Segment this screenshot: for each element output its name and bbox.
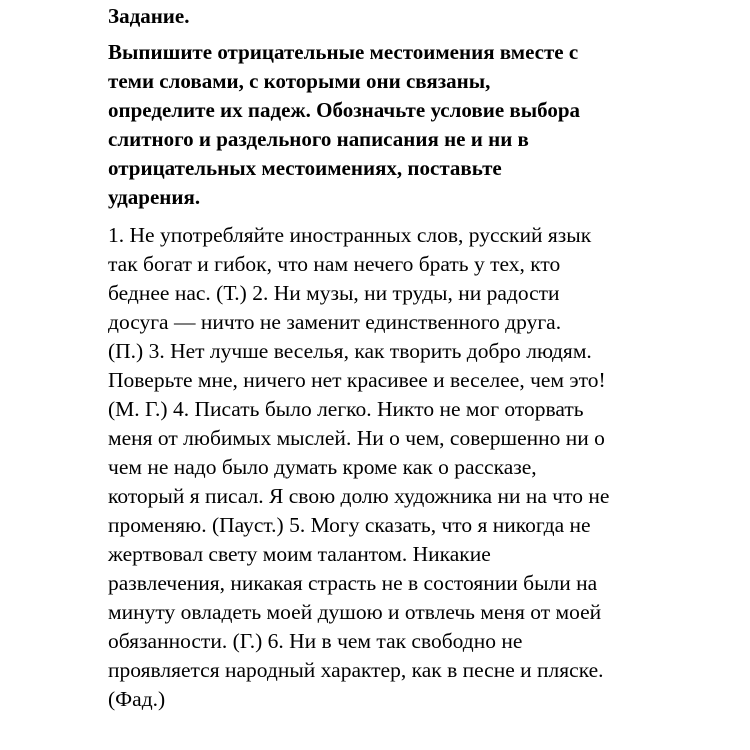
instruction-line: отрицательных местоимениях, поставьте	[108, 156, 502, 180]
text-line: променяю. (Пауст.) 5. Могу сказать, что я никогда не	[108, 513, 591, 537]
text-line: чем не надо было думать кроме как о рассказе,	[108, 455, 537, 479]
text-line: который я писал. Я свою долю художника ни на что не	[108, 484, 610, 508]
text-line: досуга — ничто не заменит единственного друга.	[108, 310, 562, 334]
text-line: (М. Г.) 4. Писать было легко. Никто не мог оторвать	[108, 397, 584, 421]
task-heading: Задание.	[108, 4, 190, 28]
instruction-line: Выпишите отрицательные местоимения вместе с	[108, 40, 579, 64]
instruction-line: теми словами, с которыми они связаны,	[108, 69, 491, 93]
text-line: минуту овладеть моей душою и отвлечь меня от моей	[108, 600, 602, 624]
text-line: обязанности. (Г.) 6. Ни в чем так свободно не	[108, 629, 523, 653]
text-line: проявляется народный характер, как в песне и пляске.	[108, 658, 604, 682]
task-instruction	[108, 38, 708, 212]
text-line: беднее нас. (Т.) 2. Ни музы, ни труды, ни радости	[108, 281, 560, 305]
text-line: 1. Не употребляйте иностранных слов, русский язык	[108, 223, 592, 247]
text-line: (Фад.)	[108, 687, 166, 711]
text-line: жертвовал свету моим талантом. Никакие	[108, 542, 491, 566]
text-line: так богат и гибок, что нам нечего брать у тех, кто	[108, 252, 561, 276]
text-line: меня от любимых мыслей. Ни о чем, совершенно ни о	[108, 426, 605, 450]
exercise-text	[108, 221, 708, 714]
instruction-line: ударения.	[108, 185, 201, 209]
instruction-line: слитного и раздельного написания не и ни в	[108, 127, 529, 151]
text-line: развлечения, никакая страсть не в состоянии были на	[108, 571, 598, 595]
instruction-line: определите их падеж. Обозначьте условие выбора	[108, 98, 581, 122]
text-line: (П.) 3. Нет лучше веселья, как творить добро людям.	[108, 339, 592, 363]
text-line: Поверьте мне, ничего нет красивее и веселее, чем это!	[108, 368, 606, 392]
document-page	[108, 0, 708, 714]
